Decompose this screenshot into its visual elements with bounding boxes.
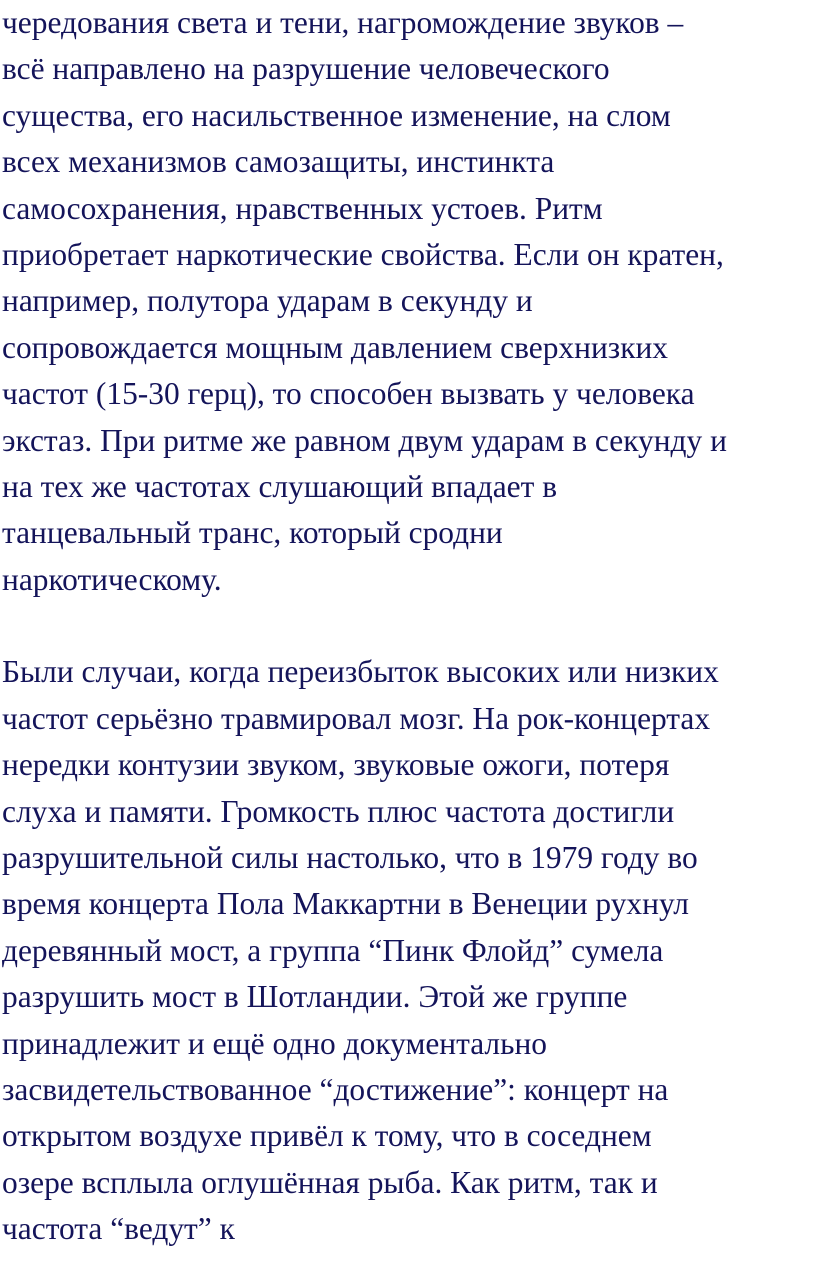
paragraph-2: [2, 649, 816, 1252]
text-line: частот серьёзно травмировал мозг. На рок-концертах: [2, 700, 711, 736]
text-line: экстаз. При ритме же равном двум ударам в секунду и: [2, 422, 727, 458]
text-line: принадлежит и ещё одно документально: [2, 1025, 547, 1061]
paragraph-1: [2, 0, 816, 603]
text-line: самосохранения, нравственных устоев. Ритм: [2, 190, 603, 226]
text-line: на тех же частотах слушающий впадает в: [2, 468, 558, 504]
text-line: время концерта Пола Маккартни в Венеции рухнул: [2, 886, 689, 922]
text-line: чередования света и тени, нагромождение звуков –: [2, 5, 684, 40]
text-line: сопровождается мощным давлением сверхнизких: [2, 329, 668, 365]
text-line: Были случаи, когда переизбыток высоких или низких: [2, 654, 719, 690]
text-line: озере всплыла оглушённая рыба. Как ритм, так и: [2, 1164, 658, 1200]
text-line: танцевальный транс, который сродни: [2, 515, 503, 551]
paragraph-spacer: [2, 603, 816, 649]
text-line: слуха и памяти. Громкость плюс частота достигли: [2, 793, 675, 829]
text-line: всё направлено на разрушение человеческого: [2, 51, 610, 87]
text-line: нередки контузии звуком, звуковые ожоги, потеря: [2, 747, 670, 783]
text-line: приобретает наркотические свойства. Если он кратен,: [2, 236, 724, 272]
text-line: наркотическому.: [2, 561, 222, 597]
text-line: существа, его насильственное изменение, на слом: [2, 97, 671, 133]
text-line: разрушительной силы настолько, что в 1979 году во: [2, 840, 698, 876]
text-line: открытом воздухе привёл к тому, что в соседнем: [2, 1118, 652, 1154]
text-line: разрушить мост в Шотландии. Этой же группе: [2, 979, 628, 1015]
text-line: частота “ведут” к: [2, 1211, 235, 1247]
text-line: засвидетельствованное “достижение”: концерт на: [2, 1071, 669, 1107]
text-line: частот (15-30 герц), то способен вызвать у человека: [2, 376, 695, 412]
text-line: например, полутора ударам в секунду и: [2, 283, 533, 319]
text-line: всех механизмов самозащиты, инстинкта: [2, 144, 555, 180]
text-line: деревянный мост, а группа “Пинк Флойд” сумела: [2, 932, 664, 968]
